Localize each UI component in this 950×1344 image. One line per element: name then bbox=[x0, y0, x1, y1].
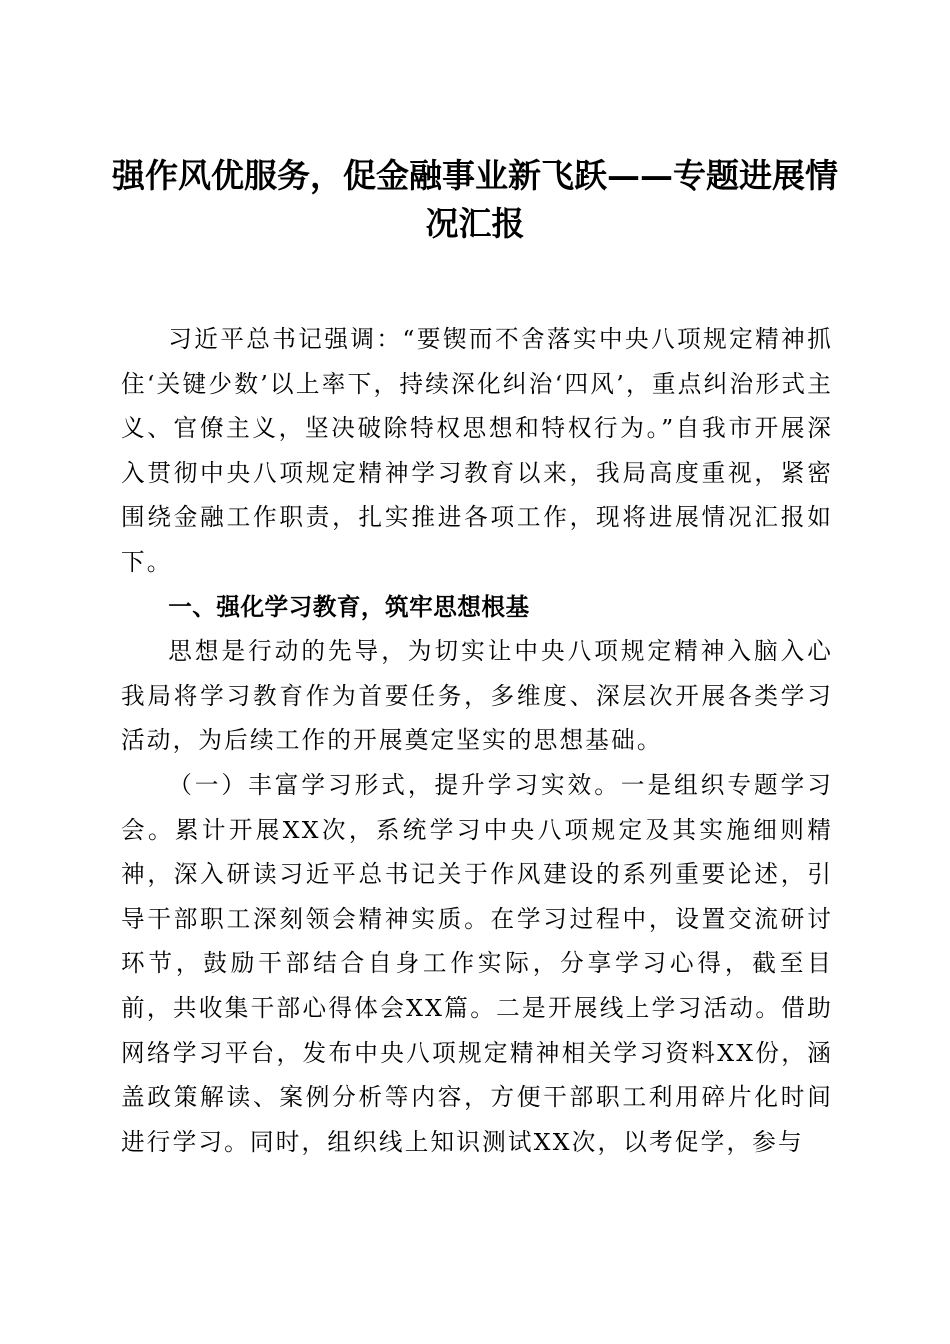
document-body bbox=[121, 317, 833, 1164]
subsection-1-paragraph: （一）丰富学习形式，提升学习实效。一是组织专题学习会。累计开展XX次，系统学习中央八项规定及其实施细则精神，深入研读习近平总书记关于作风建设的系列重要论述，引导干部职工深刻领会精神实质。在学习过程中，设置交流研讨环节，鼓励干部结合自身工作实际，分享学习心得，截至目前，共收集干部心得体会XX篇。二是开展线上学习活动。借助网络学习平台，发布中央八项规定精神相关学习资料XX份，涵盖政策解读、案例分析等内容，方便干部职工利用碎片化时间进行学习。同时，组织线上知识测试XX次，以考促学，参与 bbox=[121, 770, 833, 1156]
section-heading-1: 一、强化学习教育，筑牢思想根基 bbox=[168, 592, 530, 621]
intro-paragraph: 习近平总书记强调：“要锲而不舍落实中央八项规定精神抓住‘关键少数’以上率下，持续深化纠治‘四风’，重点纠治形式主义、官僚主义，坚决破除特权思想和特权行为。”自我市开展深入贯彻中央八项规定精神学习教育以来，我局高度重视，紧密围绕金融工作职责，扎实推进各项工作，现将进展情况汇报如下。 bbox=[121, 325, 833, 576]
document-title: 强作风优服务，促金融事业新飞跃——专题进展情况汇报 bbox=[112, 156, 838, 243]
section-1-paragraph: 思想是行动的先导，为切实让中央八项规定精神入脑入心我局将学习教育作为首要任务，多维度、深层次开展各类学习活动，为后续工作的开展奠定坚实的思想基础。 bbox=[121, 637, 833, 755]
